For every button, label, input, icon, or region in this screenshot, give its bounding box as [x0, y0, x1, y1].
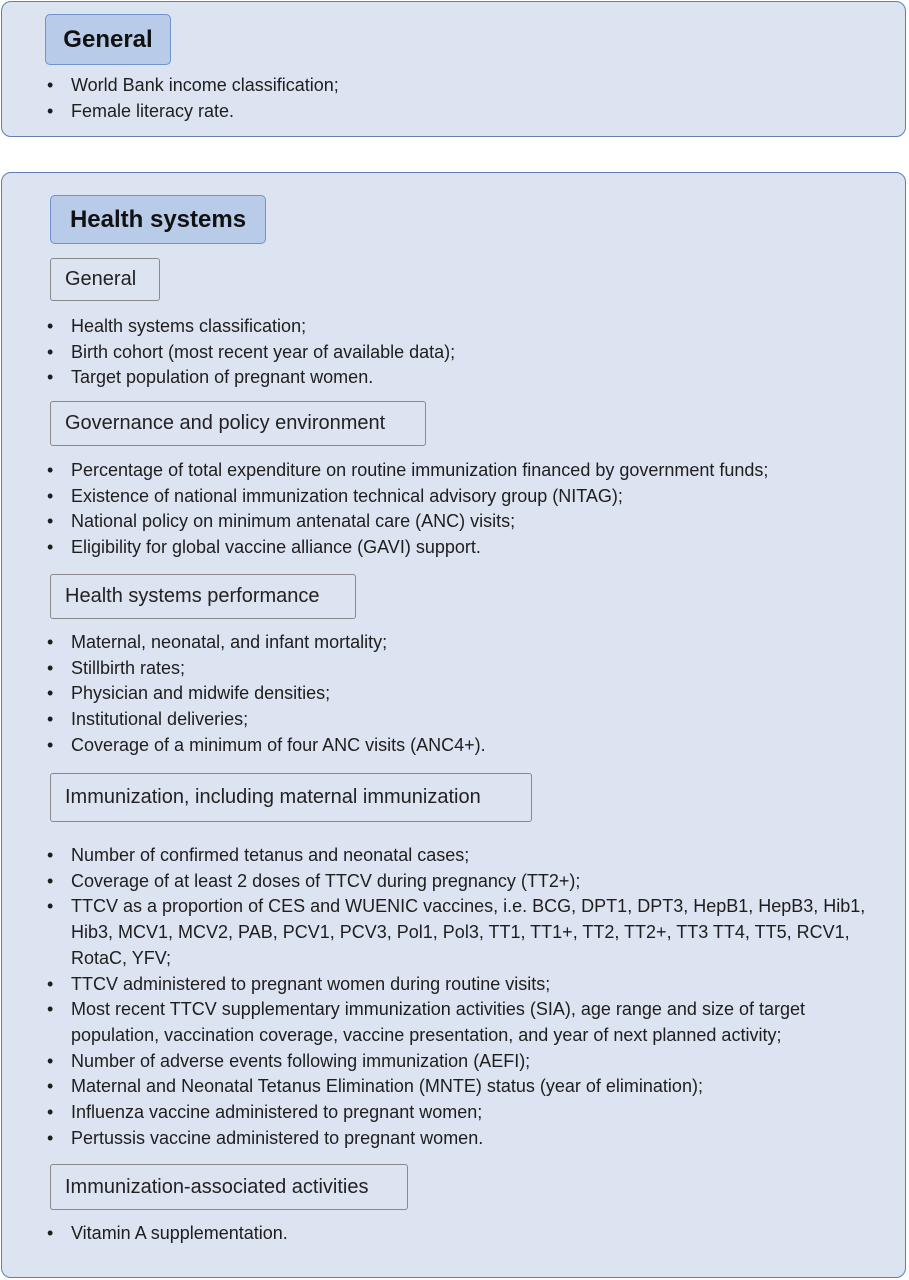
immunization-section-list: [45, 843, 885, 1151]
governance-section-list: [45, 458, 895, 561]
list-item: • Maternal, neonatal, and infant mortality;: [45, 630, 885, 656]
list-item: • Percentage of total expenditure on routine immunization financed by government funds;: [45, 458, 895, 484]
list-item: • Influenza vaccine administered to pregnant women;: [45, 1100, 885, 1126]
list-item: • Female literacy rate.: [45, 99, 885, 125]
section-heading-general: General: [50, 258, 160, 301]
section-heading-governance: Governance and policy environment: [50, 401, 426, 446]
associated-activities-list: [45, 1221, 885, 1247]
list-item: • National policy on minimum antenatal care (ANC) visits;: [45, 509, 895, 535]
list-item: • Health systems classification;: [45, 314, 885, 340]
list-item: • World Bank income classification;: [45, 73, 885, 99]
list-item: • TTCV as a proportion of CES and WUENIC vaccines, i.e. BCG, DPT1, DPT3, HepB1, HepB3, Hib1, Hib3, MCV1, MCV2, PAB, PCV1, PCV3, Pol1, Pol3, TT1, TT1+, TT2, TT2+, TT3 TT4, TT5, RCV1, RotaC, YFV;: [45, 894, 885, 971]
general-list: [45, 73, 885, 124]
section-heading-performance: Health systems performance: [50, 574, 356, 619]
list-item: • Target population of pregnant women.: [45, 365, 885, 391]
list-item: • Most recent TTCV supplementary immunization activities (SIA), age range and size of target population, vaccination coverage, vaccine presentation, and year of next planned activity;: [45, 997, 885, 1048]
list-item: • Birth cohort (most recent year of available data);: [45, 340, 885, 366]
list-item: • Pertussis vaccine administered to pregnant women.: [45, 1126, 885, 1152]
health-systems-title: Health systems: [50, 195, 266, 244]
list-item: • Eligibility for global vaccine alliance (GAVI) support.: [45, 535, 895, 561]
list-item: • Existence of national immunization technical advisory group (NITAG);: [45, 484, 895, 510]
list-item: • Coverage of at least 2 doses of TTCV during pregnancy (TT2+);: [45, 869, 885, 895]
list-item: • Stillbirth rates;: [45, 656, 885, 682]
section-heading-associated-activities: Immunization-associated activities: [50, 1164, 408, 1210]
general-section-list: [45, 314, 885, 391]
performance-section-list: [45, 630, 885, 759]
list-item: • Vitamin A supplementation.: [45, 1221, 885, 1247]
general-panel-title: General: [45, 14, 171, 65]
list-item: • Number of confirmed tetanus and neonatal cases;: [45, 843, 885, 869]
list-item: • Physician and midwife densities;: [45, 681, 885, 707]
general-panel: [1, 1, 906, 137]
section-heading-immunization: Immunization, including maternal immunization: [50, 773, 532, 822]
list-item: • TTCV administered to pregnant women during routine visits;: [45, 972, 885, 998]
list-item: • Coverage of a minimum of four ANC visits (ANC4+).: [45, 733, 885, 759]
list-item: • Number of adverse events following immunization (AEFI);: [45, 1049, 885, 1075]
health-systems-panel: [1, 172, 906, 1278]
list-item: • Institutional deliveries;: [45, 707, 885, 733]
list-item: • Maternal and Neonatal Tetanus Elimination (MNTE) status (year of elimination);: [45, 1074, 885, 1100]
